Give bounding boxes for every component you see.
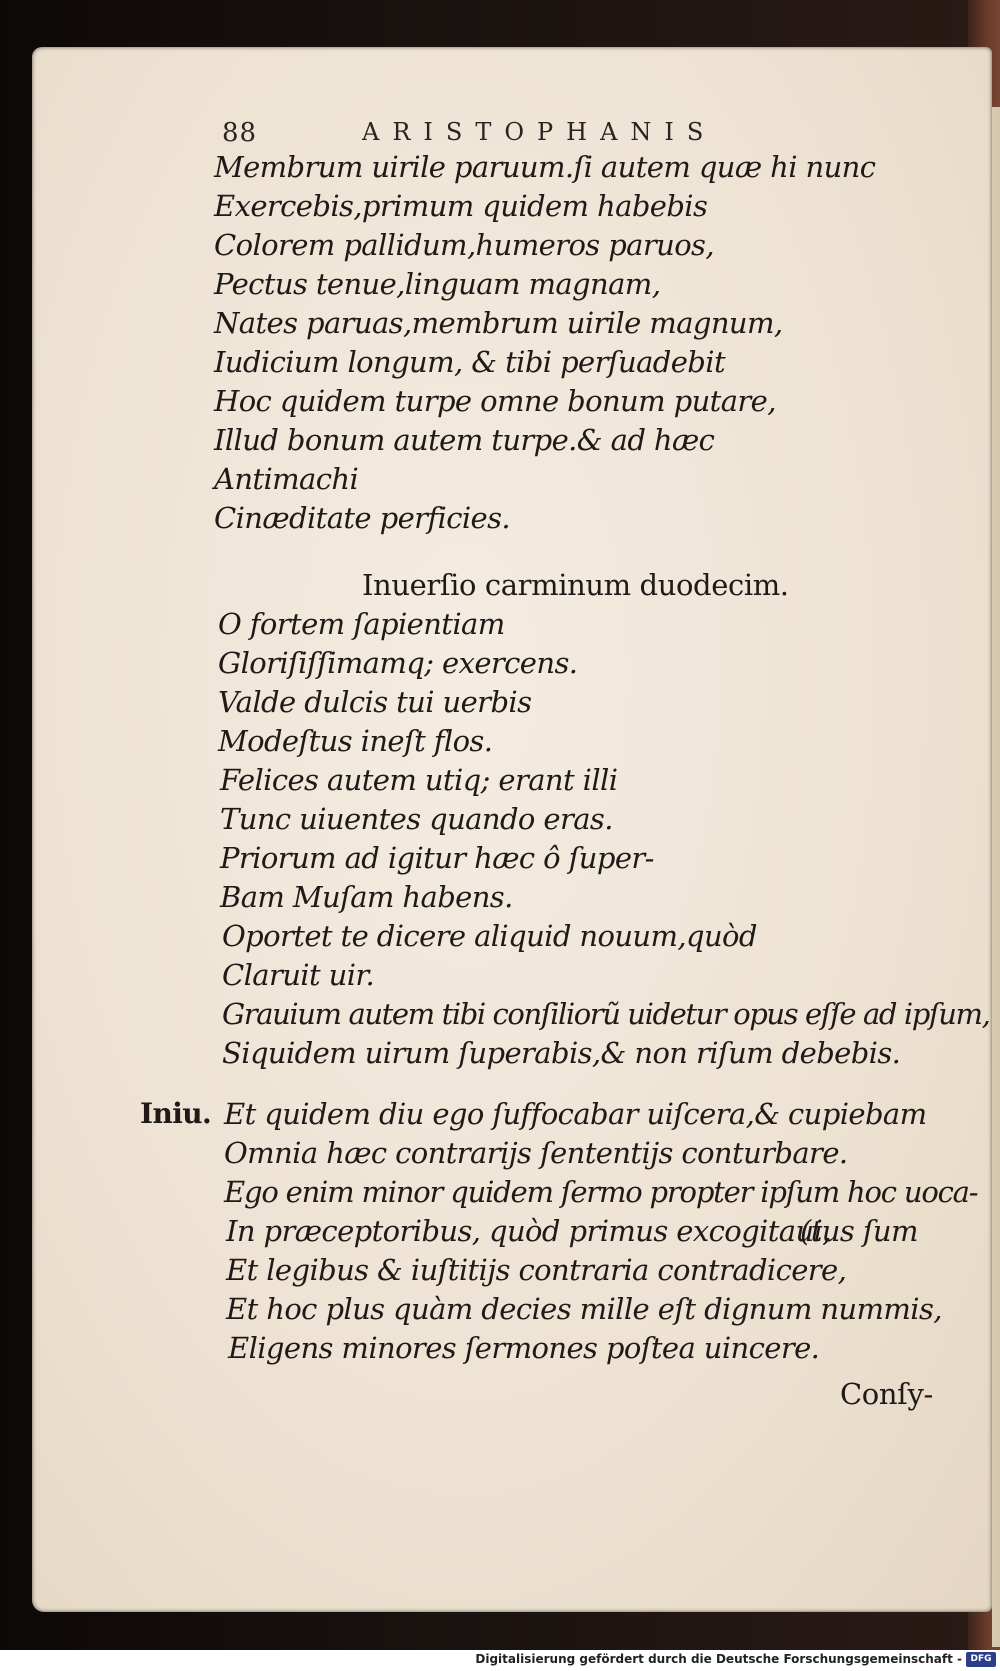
- dfg-logo: DFG: [966, 1652, 996, 1667]
- catchword: Conſy-: [840, 1377, 933, 1411]
- text-line: Claruit uir.: [222, 958, 375, 992]
- text-line: Ego enim minor quidem ſermo propter ipſum hoc uoca-: [224, 1175, 978, 1209]
- text-line: Valde dulcis tui uerbis: [218, 685, 532, 719]
- running-title: ARISTOPHANIS: [362, 118, 717, 146]
- text-line: Tunc uiuentes quando eras.: [220, 802, 613, 836]
- text-line: Et legibus & iuſtitijs contraria contradicere,: [226, 1253, 847, 1287]
- text-line: Siquidem uirum ſuperabis,& non riſum debebis.: [222, 1036, 901, 1070]
- text-line: Nates paruas,membrum uirile magnum,: [214, 306, 783, 340]
- section-heading: Inuerſio carminum duodecim.: [362, 568, 789, 602]
- text-line: Et hoc plus quàm decies mille eſt dignum nummis,: [226, 1292, 942, 1326]
- text-line: Membrum uirile paruum.ſi autem quæ hi nunc: [214, 150, 876, 184]
- text-line: Iudicium longum, & tibi perſuadebit: [214, 345, 725, 379]
- page-number: 88: [222, 118, 258, 148]
- speaker-label: Iniu.: [140, 1097, 212, 1130]
- text-line: Grauium autem tibi conſiliorũ uidetur opus eſſe ad ipſum,: [222, 997, 990, 1031]
- text-line: Hoc quidem turpe omne bonum putare,: [214, 384, 776, 418]
- text-line: Colorem pallidum,humeros paruos,: [214, 228, 714, 262]
- text-line: Bam Muſam habens.: [220, 880, 513, 914]
- text-line: Eligens minores ſermones poſtea uincere.: [228, 1331, 820, 1365]
- text-line: Pectus tenue,linguam magnam,: [214, 267, 661, 301]
- footer-bar: [0, 1650, 1000, 1671]
- text-line: Cinæditate perficies.: [214, 501, 510, 535]
- text-line: Illud bonum autem turpe.& ad hæc: [214, 423, 715, 457]
- text-line: In præceptoribus, quòd primus excogitaui,: [226, 1214, 831, 1248]
- text-line: Felices autem utiq; erant illi: [220, 763, 618, 797]
- text-line: Et quidem diu ego ſuffocabar uiſcera,& cupiebam: [224, 1097, 927, 1131]
- text-line: Oportet te dicere aliquid nouum,quòd: [222, 919, 757, 953]
- text-line: Antimachi: [214, 462, 359, 496]
- text-line: Modeſtus ineſt flos.: [218, 724, 493, 758]
- text-line: Omnia hæc contrarijs ſententijs conturbare.: [224, 1136, 848, 1170]
- footer-credit: Digitalisierung gefördert durch die Deutsche Forschungsgemeinschaft -: [475, 1652, 962, 1666]
- text-line: Exercebis,primum quidem habebis: [214, 189, 708, 223]
- turnover-fragment: (tus ſum: [800, 1214, 918, 1248]
- text-line: O fortem ſapientiam: [218, 607, 505, 641]
- text-line: Gloriſiſſimamq; exercens.: [218, 646, 578, 680]
- text-line: Priorum ad igitur hæc ô ſuper-: [220, 841, 654, 875]
- page-fold: [992, 107, 1000, 1647]
